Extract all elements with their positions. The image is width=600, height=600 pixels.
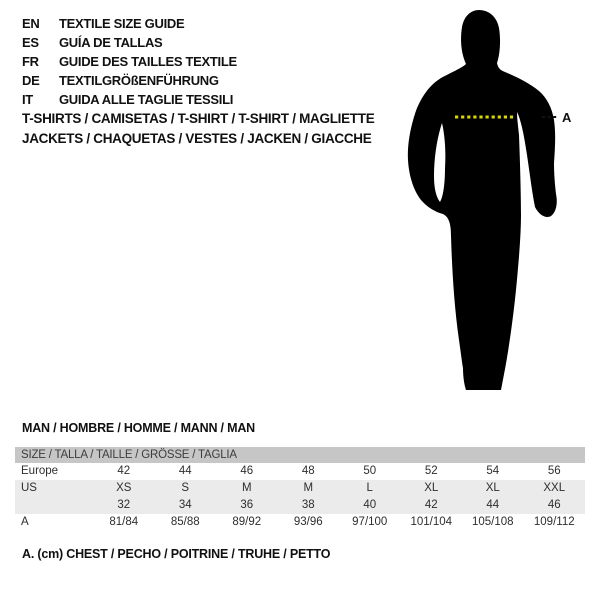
language-row-de [22,71,237,90]
language-label: TEXTILE SIZE GUIDE [59,16,185,31]
table-row-numeric [15,497,585,514]
section-title-man: MAN / HOMBRE / HOMME / MANN / MAN [22,421,255,435]
size-cell: 40 [363,499,377,511]
size-cell: 52 [424,465,438,477]
size-cell: XS [116,482,132,494]
size-cell: 46 [240,465,254,477]
row-label: Europe [21,465,59,477]
size-cell: 48 [301,465,315,477]
language-code: EN [22,16,40,31]
size-cell: 101/104 [410,516,453,528]
language-code: DE [22,73,40,88]
language-list [22,14,237,109]
language-code: FR [22,54,39,69]
language-label: GUIDE DES TAILLES TEXTILE [59,54,237,69]
garment-type-lines [22,109,374,149]
chest-footnote: A. (cm) CHEST / PECHO / POITRINE / TRUHE / PETTO [22,547,331,561]
language-label: GUÍA DE TALLAS [59,35,163,50]
language-row-en [22,14,237,33]
size-cell: 42 [424,499,438,511]
language-label: GUIDA ALLE TAGLIE TESSILI [59,92,234,107]
size-cell: 38 [301,499,315,511]
language-row-fr [22,52,237,71]
garment-line-jackets: JACKETS / CHAQUETAS / VESTES / JACKEN / GIACCHE [22,131,372,146]
size-cell: 56 [547,465,561,477]
table-row-us [15,480,585,497]
size-cell: M [303,482,314,494]
size-cell: 34 [178,499,192,511]
size-cell: 50 [363,465,377,477]
language-label: TEXTILGRÖßENFÜHRUNG [59,73,219,88]
size-cell: L [366,482,373,494]
size-cell: 54 [486,465,500,477]
row-label: A [21,516,29,528]
table-row-europe [15,463,585,480]
size-cell: 44 [486,499,500,511]
man-silhouette [400,5,580,405]
size-cell: 93/96 [293,516,323,528]
silhouette-path [408,10,557,390]
language-code: ES [22,35,39,50]
garment-line-tshirts: T-SHIRTS / CAMISETAS / T-SHIRT / T-SHIRT / MAGLIETTE [22,111,375,126]
size-cell: 105/108 [471,516,514,528]
size-cell: 85/88 [170,516,200,528]
language-row-it [22,90,237,109]
size-cell: 44 [178,465,192,477]
size-cell: M [241,482,252,494]
table-row-chest [15,514,585,531]
size-cell: 81/84 [109,516,139,528]
size-cell: S [181,482,190,494]
size-table [15,447,585,531]
size-cell: 36 [240,499,254,511]
size-cell: 32 [117,499,131,511]
language-code: IT [22,92,33,107]
row-label [15,497,93,514]
language-row-es [22,33,237,52]
size-cell: 46 [547,499,561,511]
size-cell: XXL [543,482,566,494]
size-cell: XL [485,482,500,494]
measure-label-a: A [562,110,572,125]
size-cell: 42 [117,465,131,477]
size-cell: 109/112 [533,516,575,528]
size-cell: 89/92 [232,516,262,528]
size-cell: 97/100 [352,516,388,528]
size-table-header: SIZE / TALLA / TAILLE / GRÖSSE / TAGLIA [15,447,585,463]
row-label: US [21,482,37,494]
size-cell: XL [424,482,439,494]
